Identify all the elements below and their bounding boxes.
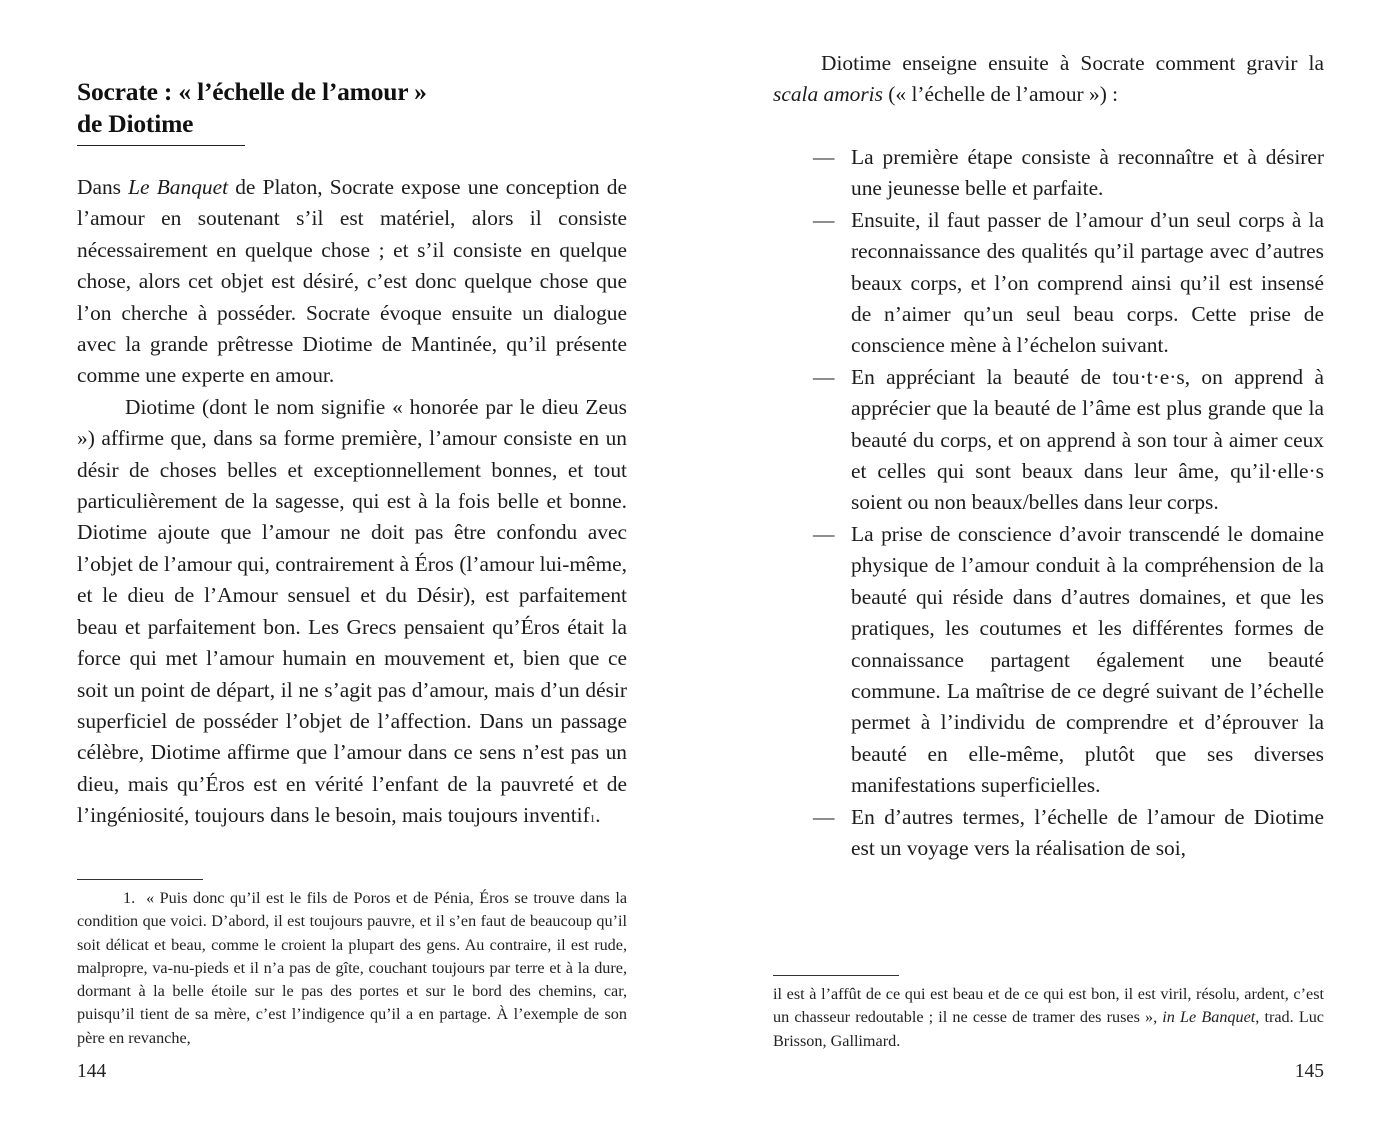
- paragraph-1: [77, 172, 627, 392]
- footnote-separator: [773, 975, 899, 976]
- step-text: En appréciant la beauté de tou·t·e·s, on apprend à apprécier que la beauté de l’âme est plus grande que la beauté du corps, et on apprend à son tour à aimer ceux et celles qui sont beaux dans leur âme, qu’il·elle·s soient ou non beaux/belles dans leur corps.: [851, 364, 1324, 515]
- title-underline-rule: [77, 145, 245, 146]
- step-text: Ensuite, il faut passer de l’amour d’un seul corps à la reconnaissance des qualités qu’il partage avec d’autres beaux corps, et l’on comprend ainsi qu’il est insensé de n’aimer qu’un seul beau corps. Cette prise de conscience mène à l’échelon suivant.: [851, 207, 1324, 358]
- left-page: [77, 0, 627, 1133]
- p1-text-start: Dans: [77, 175, 129, 199]
- left-body-text: [77, 172, 627, 832]
- list-item: [773, 205, 1324, 362]
- list-item: [773, 362, 1324, 519]
- book-title-italic: Le Banquet: [128, 175, 229, 199]
- em-dash-bullet: —: [813, 804, 835, 829]
- title-line-1: Socrate : « l’échelle de l’amour »: [77, 77, 427, 106]
- em-dash-bullet: —: [813, 521, 835, 546]
- book-title-italic: Le Banquet: [1180, 1008, 1256, 1027]
- section-title: [77, 76, 427, 140]
- footnote-cont-text: il est à l’affût de ce qui est beau et de ce qui est bon, il est viril, résolu, ardent, c’est un chasseur redoutable ; il ne cesse de tramer des ruses »,: [773, 985, 1324, 1027]
- page-number-right: 145: [1294, 1061, 1324, 1082]
- step-text: En d’autres termes, l’échelle de l’amour de Diotime est un voyage vers la réalisation de soi,: [851, 804, 1324, 860]
- p2-text: Diotime (dont le nom signifie « honorée par le dieu Zeus ») affirme que, dans sa forme première, l’amour consiste en un désir de choses belles et exceptionnellement bonnes, et tout particulièrement de la sagesse, qui est à la fois belle et bonne. Diotime ajoute que l’amour ne doit pas être confondu avec l’objet de l’amour qui, contrairement à Éros (l’amour lui-même, et le dieu de l’Amour sensuel et du Désir), est parfaitement beau et parfaitement bon. Les Grecs pensaient qu’Éros était la force qui met l’amour humain en mouvement et, bien que ce soit un point de départ, il ne s’agit pas d’amour, mais d’un désir superficiel de posséder l’objet de l’affection. Dans un passage célèbre, Diotime affirme que l’amour dans ce sens n’est pas un dieu, mais qu’Éros est en vérité l’enfant de la pauvreté et de l’ingéniosité, toujours dans le besoin, mais toujours inventif: [77, 394, 627, 828]
- footnote-continued: [773, 983, 1324, 1053]
- p2-end-punct: .: [595, 803, 601, 828]
- footnote-separator: [77, 879, 203, 880]
- intro-text-start: Diotime enseigne ensuite à Socrate comment gravir la: [821, 51, 1324, 75]
- latin-term-italic: scala amoris: [773, 82, 883, 107]
- list-item: [773, 142, 1324, 205]
- em-dash-bullet: —: [813, 207, 835, 232]
- list-item: [773, 519, 1324, 802]
- paragraph-2: [77, 392, 627, 832]
- page-number-left: 144: [77, 1061, 107, 1082]
- footnote-cont-end: , trad. Luc Brisson, Gallimard.: [773, 1008, 1324, 1050]
- right-page: [773, 0, 1324, 1133]
- p1-text-rest: de Platon, Socrate expose une conception de l’amour en soutenant s’il est matériel, alors il consiste nécessairement en quelque chose ; et s’il consiste en quelque chose, alors cet objet est désiré, c’est donc quelque chose que l’on cherche à posséder. Socrate évoque ensuite un dialogue avec la grande prêtresse Diotime de Mantinée, qu’il présente comme une experte en amour.: [77, 175, 627, 388]
- intro-text-end: (« l’échelle de l’amour ») :: [882, 82, 1119, 107]
- em-dash-bullet: —: [813, 145, 835, 169]
- step-text: La prise de conscience d’avoir transcendé le domaine physique de l’amour conduit à la compréhension de la beauté qui réside dans d’autres domaines, et que les pratiques, les coutumes et les différentes formes de connaissance partagent également une beauté commune. La maîtrise de ce degré suivant de l’échelle permet à l’individu de comprendre et d’éprouver la beauté en elle-même, plutôt que ses diverses manifestations superficielles.: [851, 521, 1324, 798]
- list-item: [773, 802, 1324, 865]
- in-italic: in: [1162, 1008, 1175, 1027]
- footnote-reference[interactable]: 1: [589, 813, 596, 826]
- footnote-1: [77, 887, 627, 1050]
- footnote-text: « Puis donc qu’il est le fils de Poros et de Pénia, Éros se trouve dans la condition que voici. D’abord, il est toujours pauvre, et il s’en faut de beaucoup qu’il soit délicat et beau, comme le croient la plupart des gens. Au contraire, il est rude, malpropre, va-nu-pieds et il n’a pas de gîte, couchant toujours par terre et à la dure, dormant à la belle étoile sur le pas des portes et sur le bord des chemins, car, puisqu’il tient de sa mère, c’est l’indigence qu’il a en partage. À l’exemple de son père en revanche,: [77, 889, 628, 1047]
- intro-paragraph: [773, 48, 1324, 111]
- step-text: La première étape consiste à reconnaître et à désirer une jeunesse belle et parfaite.: [851, 145, 1324, 201]
- ladder-steps-list: [773, 142, 1324, 864]
- title-line-2: de Diotime: [77, 109, 194, 138]
- em-dash-bullet: —: [813, 364, 835, 389]
- footnote-number: 1.: [123, 889, 136, 907]
